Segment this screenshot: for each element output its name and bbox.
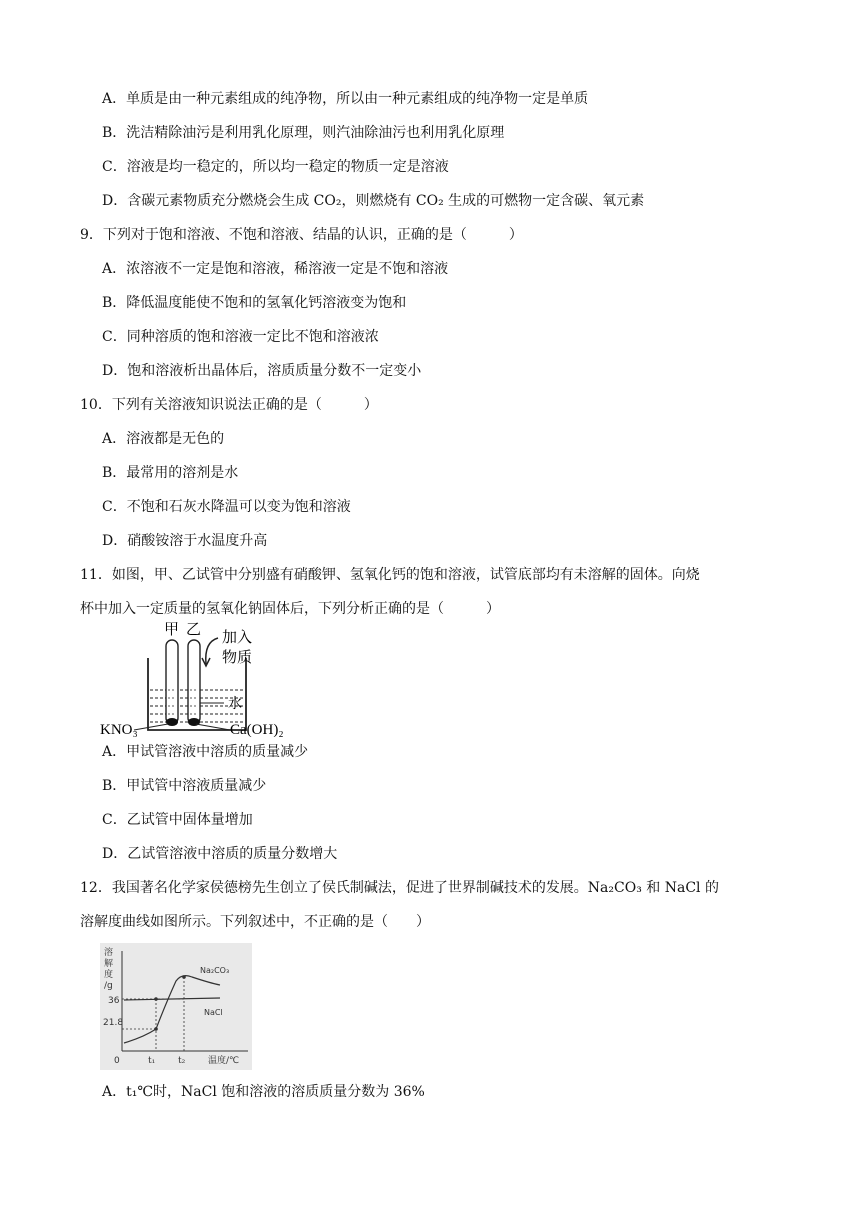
add-arrow [206, 638, 218, 664]
point-t2-peak [182, 975, 186, 979]
y-axis-label-3: 度 [104, 970, 114, 980]
q9-option-c: C．同种溶质的饱和溶液一定比不饱和溶液浓 [102, 329, 379, 345]
x-axis-label: 温度/℃ [208, 1056, 240, 1066]
q10-option-d: D．硝酸铵溶于水温度升高 [102, 533, 268, 549]
q9-option-d: D．饱和溶液析出晶体后，溶质质量分数不一定变小 [102, 363, 422, 379]
tube-yi [188, 640, 200, 724]
q11-option-b: B．甲试管中溶液质量减少 [102, 778, 267, 794]
q12-option-a: A．t₁℃时，NaCl 饱和溶液的溶质质量分数为 36% [102, 1084, 425, 1100]
q12-stem-line2: 溶解度曲线如图所示。下列叙述中，不正确的是（ ） [80, 914, 430, 930]
tube-yi-label: 乙 [186, 620, 202, 638]
add-label-2: 物质 [222, 648, 253, 666]
q9-stem: 9．下列对于饱和溶液、不饱和溶液、结晶的认识，正确的是（ ） [80, 227, 523, 243]
q10-option-c: C．不饱和石灰水降温可以变为饱和溶液 [102, 499, 351, 515]
q10-option-b: B．最常用的溶剂是水 [102, 465, 239, 481]
series-label-nacl: NaCl [204, 1008, 223, 1017]
q9-option-b: B．降低温度能使不饱和的氢氧化钙溶液变为饱和 [102, 295, 407, 311]
point-t1-21-8 [154, 1027, 158, 1031]
water-label: 水 [228, 696, 242, 712]
solubility-chart-svg [100, 943, 252, 1070]
y-tick-36: 36 [108, 996, 120, 1006]
kno3-label: KNO₃ [100, 722, 138, 738]
point-t1-36 [154, 997, 158, 1001]
tube-jia-label: 甲 [164, 620, 180, 638]
q10-option-a: A．溶液都是无色的 [102, 431, 225, 447]
q12-stem-line1: 12．我国著名化学家侯德榜先生创立了侯氏制碱法，促进了世界制碱技术的发展。Na₂CO₃ 和 NaCl 的 [80, 880, 719, 896]
q11-option-c: C．乙试管中固体量增加 [102, 812, 253, 828]
add-label-1: 加入 [222, 628, 253, 646]
y-tick-21-8: 21.8 [103, 1018, 124, 1028]
y-axis-label-1: 溶 [104, 948, 114, 958]
y-axis-label-4: /g [104, 981, 113, 991]
origin-label: 0 [114, 1056, 120, 1066]
x-tick-t1: t₁ [148, 1056, 156, 1066]
q9-option-a: A．浓溶液不一定是饱和溶液，稀溶液一定是不饱和溶液 [102, 261, 449, 277]
solid-jia [166, 718, 178, 726]
tube-jia [166, 640, 178, 724]
q8-option-c: C．溶液是均一稳定的，所以均一稳定的物质一定是溶液 [102, 159, 449, 175]
x-tick-t2: t₂ [178, 1056, 186, 1066]
caoh2-label: Ca(OH)₂ [230, 722, 284, 738]
q10-stem: 10．下列有关溶液知识说法正确的是（ ） [80, 397, 378, 413]
q8-option-a: A．单质是由一种元素组成的纯净物，所以由一种元素组成的纯净物一定是单质 [102, 91, 589, 107]
solubility-chart [100, 943, 252, 1070]
series-label-na2co3: Na₂CO₃ [200, 966, 230, 975]
q8-option-d: D．含碳元素物质充分燃烧会生成 CO₂，则燃烧有 CO₂ 生成的可燃物一定含碳、氧元素 [102, 193, 645, 209]
q11-beaker-figure [96, 618, 326, 738]
q11-option-a: A．甲试管溶液中溶质的质量减少 [102, 744, 309, 760]
q11-option-d: D．乙试管溶液中溶质的质量分数增大 [102, 846, 338, 862]
q8-option-b: B．洗洁精除油污是利用乳化原理，则汽油除油污也利用乳化原理 [102, 125, 505, 141]
q11-stem-line2: 杯中加入一定质量的氢氧化钠固体后，下列分析正确的是（ ） [80, 601, 500, 617]
y-axis-label-2: 解 [104, 959, 114, 969]
q11-stem-line1: 11．如图，甲、乙试管中分别盛有硝酸钾、氢氧化钙的饱和溶液，试管底部均有未溶解的固体。向烧 [80, 567, 700, 583]
